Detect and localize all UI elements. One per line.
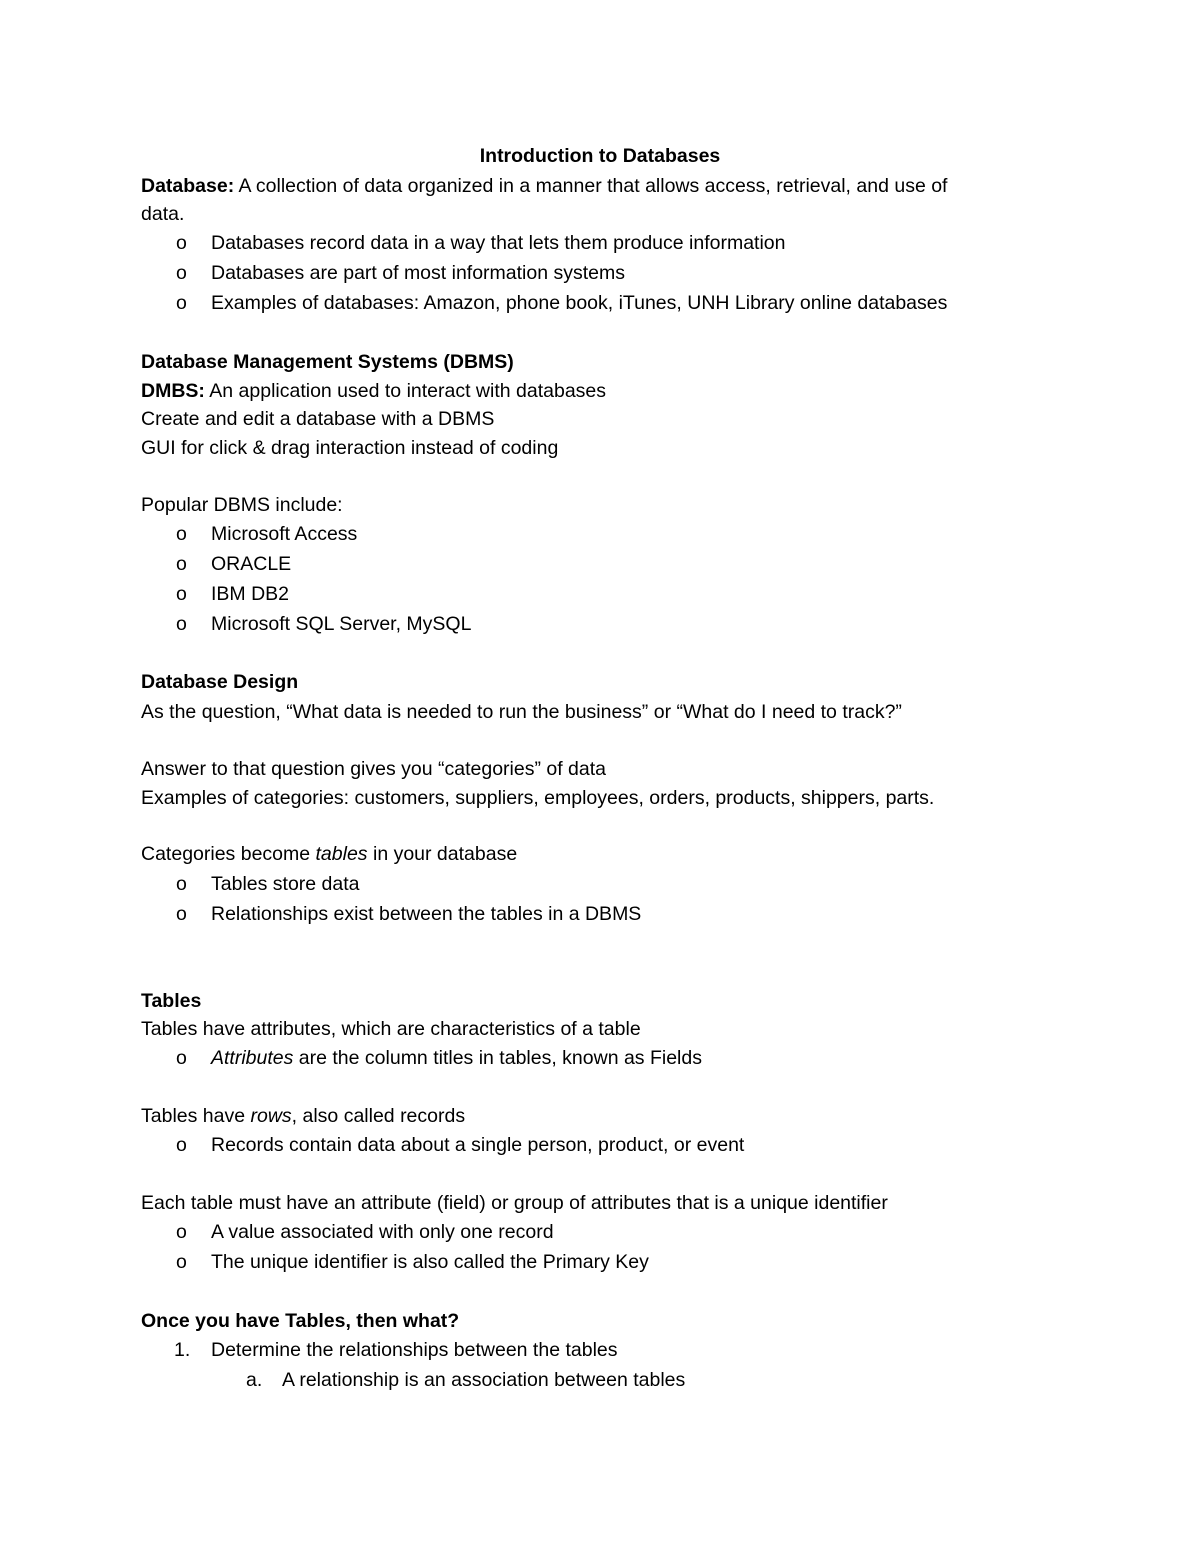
text-run: in your database [367,843,518,865]
list-item [176,1220,554,1244]
list-item-text: Databases record data in a way that lets them produce information [211,232,786,254]
numbered-item [174,1338,618,1362]
list-item-text: Determine the relationships between the tables [211,1339,618,1361]
bullet-marker: o [176,1134,187,1156]
list-item-text: A value associated with only one record [211,1221,554,1243]
bullet-marker: o [176,583,187,605]
list-item-text: Databases are part of most information systems [211,262,626,284]
emphasis-text: rows [250,1105,292,1127]
list-item [176,522,357,546]
database-definition-text: A collection of data organized in a manner that allows access, retrieval, and use of [234,175,948,197]
bullet-marker: o [176,1221,187,1243]
letter-marker: a. [246,1369,263,1391]
bullet-marker: o [176,873,187,895]
list-item [176,552,291,576]
list-item-text: Relationships exist between the tables in a DBMS [211,903,642,925]
list-item [176,261,625,285]
list-item [176,1046,702,1070]
emphasis-text: tables [315,843,368,865]
list-item-text: ORACLE [211,553,292,575]
bullet-marker: o [176,292,187,314]
list-item-text: The unique identifier is also called the Primary Key [211,1251,649,1273]
heading-text: Database Management Systems (DBMS) [141,351,514,373]
list-item [176,902,641,926]
heading-text: Tables [141,990,202,1012]
design-line: As the question, “What data is needed to run the business” or “What do I need to track?” [141,701,902,723]
list-item-text: Records contain data about a single person, product, or event [211,1134,745,1156]
text-run: Categories become [141,843,316,865]
bullet-marker: o [176,553,187,575]
heading-text: Database Design [141,671,299,693]
database-definition-cont: data. [141,203,185,225]
dbms-line: GUI for click & drag interaction instead of coding [141,437,559,459]
bullet-marker: o [176,262,187,284]
tables-line: Each table must have an attribute (field) or group of attributes that is a unique identifier [141,1192,888,1214]
database-definition [141,174,947,198]
list-item-text: Tables store data [211,873,360,895]
dbms-definition [141,379,606,403]
text-run: Tables have [141,1105,251,1127]
number-marker: 1. [174,1339,191,1361]
bullet-marker: o [176,1251,187,1273]
section-heading-design [141,670,298,694]
bullet-marker: o [176,903,187,925]
tables-line: Tables have attributes, which are characteristics of a table [141,1018,641,1040]
dbms-line: Create and edit a database with a DBMS [141,408,495,430]
lettered-item [246,1368,685,1392]
list-item-text: Examples of databases: Amazon, phone book, iTunes, UNH Library online databases [211,292,948,314]
dbms-term: DMBS: [141,380,205,402]
database-term: Database: [141,175,235,197]
list-item-text: Microsoft SQL Server, MySQL [211,613,472,635]
list-item [176,231,785,255]
design-line: Answer to that question gives you “categories” of data [141,758,607,780]
list-item-text: A relationship is an association between tables [282,1369,686,1391]
list-item [176,582,289,606]
section-heading-next [141,1309,459,1333]
document-title: Introduction to Databases [479,145,721,167]
popular-dbms-intro: Popular DBMS include: [141,494,343,516]
dbms-definition-text: An application used to interact with databases [204,380,607,402]
list-item [176,1250,649,1274]
bullet-marker: o [176,613,187,635]
bullet-marker: o [176,523,187,545]
bullet-marker: o [176,232,187,254]
list-item [176,612,471,636]
list-item-text: IBM DB2 [211,583,290,605]
list-item-text: are the column titles in tables, known as Fields [293,1047,702,1069]
design-line [141,842,517,866]
section-heading-dbms [141,350,514,374]
list-item [176,872,360,896]
text-run: , also called records [291,1105,466,1127]
list-item-text: Microsoft Access [211,523,358,545]
list-item [176,1133,744,1157]
tables-line [141,1104,465,1128]
heading-text: Once you have Tables, then what? [141,1310,460,1332]
design-line: Examples of categories: customers, suppliers, employees, orders, products, shippers, parts. [141,787,935,809]
emphasis-text: Attributes [211,1047,294,1069]
list-item [176,291,947,315]
section-heading-tables [141,989,201,1013]
bullet-marker: o [176,1047,187,1069]
